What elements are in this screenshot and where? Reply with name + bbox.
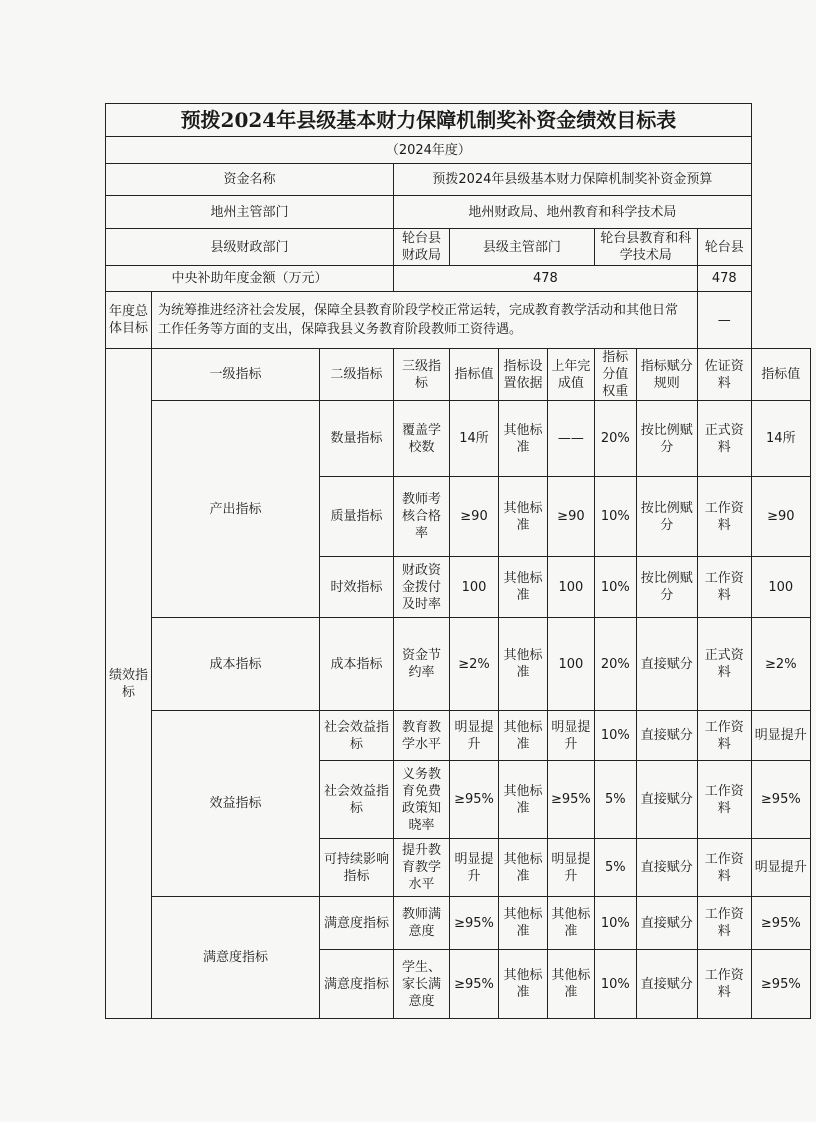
annual-goal-right: — <box>697 292 751 349</box>
row-cell: ≥95% <box>751 897 810 950</box>
row-cell: 其他标准 <box>499 711 548 761</box>
row-cell: 其他标准 <box>499 477 548 557</box>
row-cell: 直接赋分 <box>636 711 697 761</box>
fund-name-value: 预拨2024年县级基本财力保障机制奖补资金预算 <box>394 164 752 196</box>
row-cell: 100 <box>548 557 595 618</box>
row-cell: ≥2% <box>450 618 499 711</box>
row-cell: 其他标准 <box>499 401 548 477</box>
row-cell: 其他标准 <box>499 897 548 950</box>
header-value-right: 指标值 <box>751 349 810 401</box>
group-output: 产出指标 <box>152 401 320 618</box>
row-cell: 覆盖学校数 <box>394 401 450 477</box>
row-cell: 资金节约率 <box>394 618 450 711</box>
row-cell: ≥95% <box>751 950 810 1019</box>
row-cell: 20% <box>594 618 636 711</box>
row-cell: 100 <box>548 618 595 711</box>
document-title: 预拨2024年县级基本财力保障机制奖补资金绩效目标表 <box>106 104 752 137</box>
row-cell: 100 <box>751 557 810 618</box>
row-cell: 义务教育免费政策知晓率 <box>394 761 450 839</box>
row-cell: 其他标准 <box>548 950 595 1019</box>
row-cell: 工作资料 <box>697 711 751 761</box>
prefecture-dept-label: 地州主管部门 <box>106 196 394 229</box>
row-cell: 工作资料 <box>697 477 751 557</box>
row-cell: 按比例赋分 <box>636 477 697 557</box>
row-cell: 教师满意度 <box>394 897 450 950</box>
row-cell: 明显提升 <box>548 711 595 761</box>
row-cell: 明显提升 <box>450 839 499 897</box>
row-cell: 满意度指标 <box>320 897 394 950</box>
header-level1: 一级指标 <box>152 349 320 401</box>
row-cell: ≥90 <box>548 477 595 557</box>
row-cell: 按比例赋分 <box>636 401 697 477</box>
row-cell: —— <box>548 401 595 477</box>
row-cell: 其他标准 <box>499 618 548 711</box>
row-cell: 其他标准 <box>548 897 595 950</box>
row-cell: 社会效益指标 <box>320 761 394 839</box>
row-cell: 10% <box>594 950 636 1019</box>
subsidy-label: 中央补助年度金额（万元） <box>106 266 394 292</box>
group-cost: 成本指标 <box>152 618 320 711</box>
row-cell: ≥90 <box>450 477 499 557</box>
row-cell: 时效指标 <box>320 557 394 618</box>
row-cell: 教育教学水平 <box>394 711 450 761</box>
row-cell: 正式资料 <box>697 618 751 711</box>
row-cell: 直接赋分 <box>636 618 697 711</box>
row-cell: 10% <box>594 897 636 950</box>
row-cell: 其他标准 <box>499 950 548 1019</box>
group-benefit: 效益指标 <box>152 711 320 897</box>
header-basis: 指标设置依据 <box>499 349 548 401</box>
row-cell: 10% <box>594 557 636 618</box>
row-cell: 按比例赋分 <box>636 557 697 618</box>
row-cell: 成本指标 <box>320 618 394 711</box>
row-cell: 100 <box>450 557 499 618</box>
header-weight: 指标分值权重 <box>594 349 636 401</box>
row-cell: 质量指标 <box>320 477 394 557</box>
row-cell: ≥95% <box>751 761 810 839</box>
row-cell: 其他标准 <box>499 761 548 839</box>
row-cell: 其他标准 <box>499 839 548 897</box>
county-name: 轮台县 <box>697 229 751 266</box>
row-cell: 直接赋分 <box>636 761 697 839</box>
row-cell: 学生、家长满意度 <box>394 950 450 1019</box>
annual-goal-label: 年度总体目标 <box>106 292 152 349</box>
performance-indicators-label: 绩效指标 <box>106 349 152 1019</box>
prefecture-dept-value: 地州财政局、地州教育和科学技术局 <box>394 196 752 229</box>
row-cell: 20% <box>594 401 636 477</box>
county-dept-value: 轮台县教育和科学技术局 <box>594 229 697 266</box>
header-value: 指标值 <box>450 349 499 401</box>
header-scoring-rule: 指标赋分规则 <box>636 349 697 401</box>
group-satisfaction: 满意度指标 <box>152 897 320 1019</box>
row-cell: 提升教育教学水平 <box>394 839 450 897</box>
header-last-year: 上年完成值 <box>548 349 595 401</box>
county-finance-value: 轮台县财政局 <box>394 229 450 266</box>
performance-target-table <box>105 103 811 1019</box>
row-cell: 明显提升 <box>548 839 595 897</box>
header-evidence: 佐证资料 <box>697 349 751 401</box>
row-cell: ≥90 <box>751 477 810 557</box>
header-level3: 三级指标 <box>394 349 450 401</box>
row-cell: ≥2% <box>751 618 810 711</box>
row-cell: 10% <box>594 477 636 557</box>
row-cell: 财政资金拨付及时率 <box>394 557 450 618</box>
row-cell: 满意度指标 <box>320 950 394 1019</box>
row-cell: 其他标准 <box>499 557 548 618</box>
row-cell: ≥95% <box>450 761 499 839</box>
header-level2: 二级指标 <box>320 349 394 401</box>
row-cell: 直接赋分 <box>636 839 697 897</box>
row-cell: 明显提升 <box>751 839 810 897</box>
row-cell: 10% <box>594 711 636 761</box>
row-cell: 明显提升 <box>751 711 810 761</box>
row-cell: 数量指标 <box>320 401 394 477</box>
row-cell: 教师考核合格率 <box>394 477 450 557</box>
row-cell: 5% <box>594 761 636 839</box>
row-cell: 可持续影响指标 <box>320 839 394 897</box>
row-cell: 工作资料 <box>697 761 751 839</box>
row-cell: 社会效益指标 <box>320 711 394 761</box>
row-cell: 工作资料 <box>697 557 751 618</box>
row-cell: ≥95% <box>548 761 595 839</box>
row-cell: ≥95% <box>450 950 499 1019</box>
row-cell: 直接赋分 <box>636 950 697 1019</box>
row-cell: 14所 <box>751 401 810 477</box>
fund-name-label: 资金名称 <box>106 164 394 196</box>
row-cell: 14所 <box>450 401 499 477</box>
row-cell: 工作资料 <box>697 839 751 897</box>
row-cell: 工作资料 <box>697 897 751 950</box>
annual-goal-text: 为统筹推进经济社会发展，保障全县教育阶段学校正常运转，完成教育教学活动和其他日常工作任务等方面的支出，保障我县义务教育阶段教师工资待遇。 <box>152 292 698 349</box>
subsidy-value-right: 478 <box>697 266 751 292</box>
row-cell: 明显提升 <box>450 711 499 761</box>
year-label: （2024年度） <box>106 137 752 164</box>
county-finance-label: 县级财政部门 <box>106 229 394 266</box>
row-cell: 正式资料 <box>697 401 751 477</box>
row-cell: 工作资料 <box>697 950 751 1019</box>
subsidy-value: 478 <box>394 266 698 292</box>
row-cell: 5% <box>594 839 636 897</box>
row-cell: 直接赋分 <box>636 897 697 950</box>
row-cell: ≥95% <box>450 897 499 950</box>
county-dept-label: 县级主管部门 <box>450 229 595 266</box>
